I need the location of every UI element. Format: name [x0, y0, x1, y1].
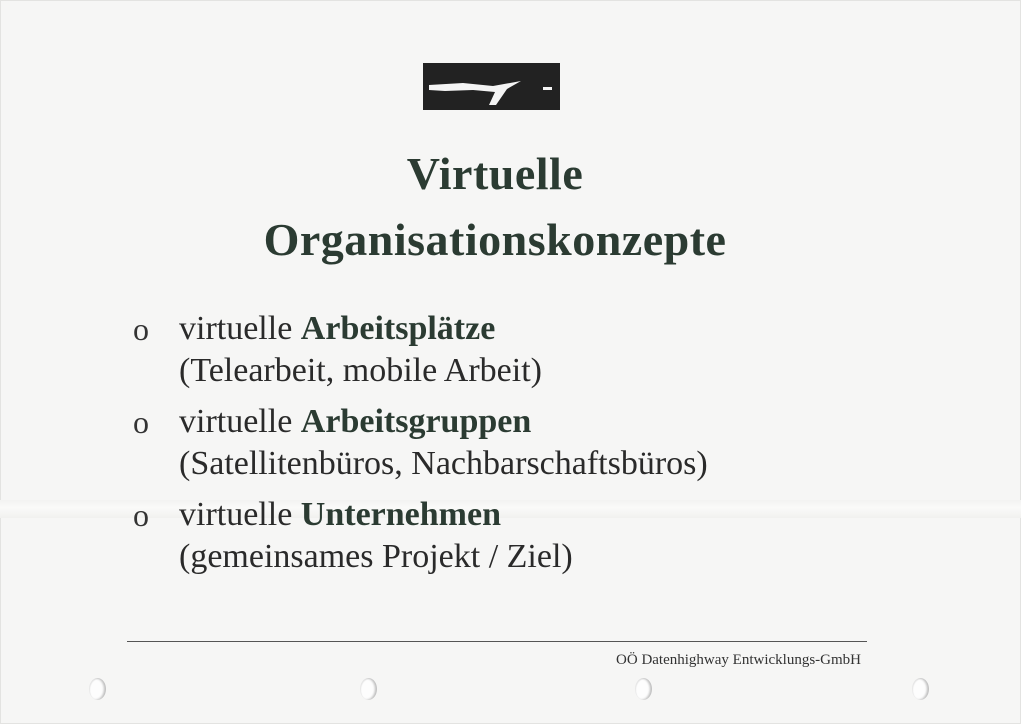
bullet-keyword: Arbeitsplätze — [300, 310, 496, 347]
bullet-keyword: Arbeitsgruppen — [300, 403, 532, 440]
datenhighway-logo-icon — [423, 63, 560, 110]
page-title-line-1: Virtuelle — [406, 148, 584, 199]
bullet-detail: (Telearbeit, mobile Arbeit) — [179, 352, 542, 389]
bullet-marker: o — [133, 404, 149, 440]
punch-hole — [360, 678, 377, 700]
bullet-heading — [179, 494, 708, 536]
bullet-marker: o — [133, 497, 149, 533]
bullet-heading — [179, 308, 708, 350]
punch-hole — [635, 678, 652, 700]
list-item — [133, 494, 708, 578]
page-title-line-2: Organisationskonzepte — [263, 214, 727, 265]
bullet-prefix: virtuelle — [179, 496, 301, 533]
list-item — [133, 401, 708, 485]
list-item — [133, 308, 708, 392]
footer-divider — [127, 641, 867, 642]
bullet-prefix: virtuelle — [179, 310, 301, 347]
bullet-detail: (Satellitenbüros, Nachbarschaftsbüros) — [179, 445, 708, 482]
bullet-list — [133, 308, 708, 587]
bullet-heading — [179, 401, 708, 443]
punch-hole — [912, 678, 929, 700]
bullet-keyword: Unternehmen — [300, 496, 501, 533]
punch-hole — [89, 678, 106, 700]
bullet-prefix: virtuelle — [179, 403, 301, 440]
bullet-marker: o — [133, 311, 149, 347]
bullet-detail: (gemeinsames Projekt / Ziel) — [179, 538, 573, 575]
footer-organization: OÖ Datenhighway Entwicklungs-GmbH — [616, 652, 861, 668]
